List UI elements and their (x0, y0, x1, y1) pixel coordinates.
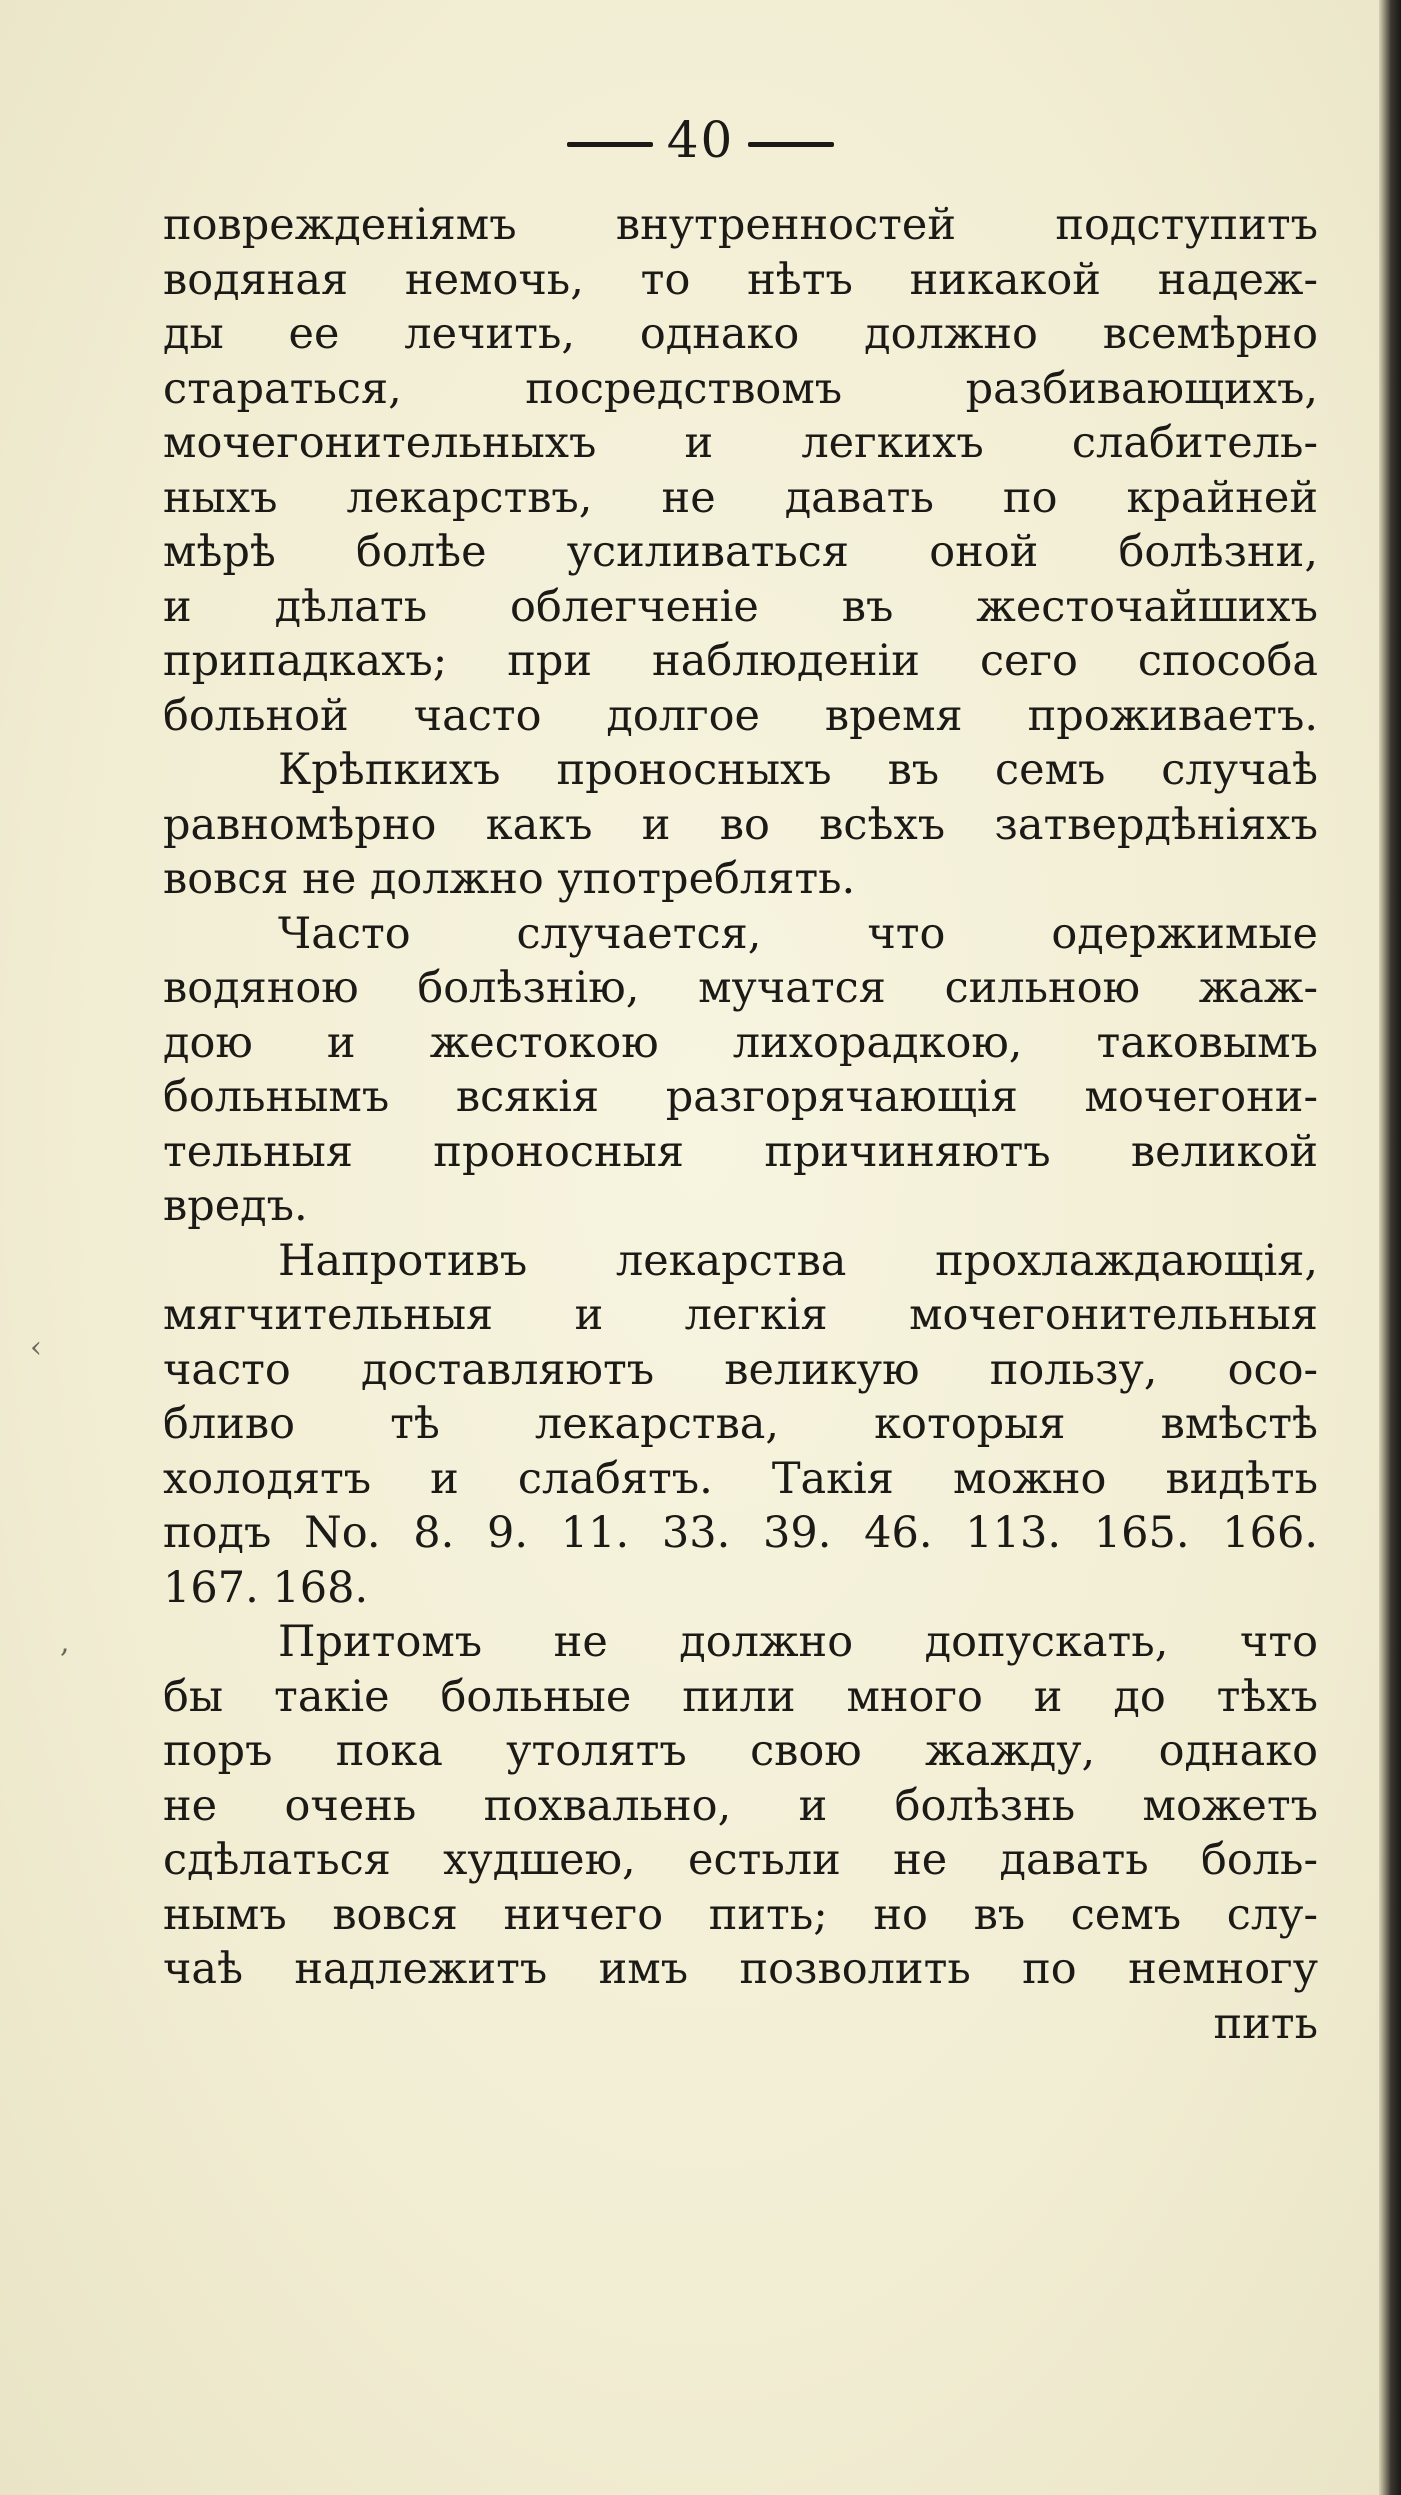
margin-mark: ‹ (30, 1330, 42, 1365)
text-line: тельныя проносныя причиняютъ великой (163, 1126, 1318, 1177)
text-line: припадкахъ; при наблюденiи сего способа (163, 636, 1318, 686)
text-line: бливо тѣ лекарства, которыя вмѣстѣ (163, 1399, 1318, 1449)
margin-mark: , (60, 1625, 70, 1660)
text-line: равномѣрно какъ и во всѣхъ затвердѣнiяхъ (163, 799, 1318, 850)
text-line: ныхъ лекарствъ, не давать по крайней (163, 472, 1318, 523)
text-line: дою и жестокою лихорадкою, таковымъ (163, 1017, 1318, 1068)
text-line: холодятъ и слабятъ. Такiя можно видѣть (163, 1453, 1318, 1504)
text-line: ды ее лечить, однако должно всемѣрно (163, 309, 1318, 359)
text-line: Крѣпкихъ проносныхъ въ семъ случаѣ (278, 745, 1318, 795)
text-line: Напротивъ лекарства прохлаждающiя, (278, 1235, 1318, 1286)
text-line: мочегонительныхъ и легкихъ слабитель- (163, 418, 1318, 468)
text-line: нымъ вовся ничего пить; но въ семъ слу- (163, 1889, 1318, 1940)
text-line: мѣрѣ болѣе усиливаться оной болѣзни, (163, 527, 1318, 577)
text-line: вредъ. (163, 1181, 308, 1231)
text-line: больной часто долгое время проживаетъ. (163, 690, 1318, 741)
text-line: стараться, посредствомъ разбивающихъ, (163, 363, 1318, 414)
text-line: бы такiе больные пили много и до тѣхъ (163, 1671, 1318, 1722)
text-line: поръ пока утолятъ свою жажду, однако (163, 1726, 1318, 1776)
text-line: вовся не должно употреблять. (163, 854, 856, 904)
text-line: водяною болѣзнiю, мучатся сильною жаж- (163, 963, 1318, 1013)
page-header (0, 105, 1401, 175)
text-line: не очень похвально, и болѣзнь можетъ (163, 1780, 1318, 1831)
text-line: 167. 168. (163, 1562, 369, 1613)
header-dash-left (567, 142, 653, 147)
text-line: подъ No. 8. 9. 11. 33. 39. 46. 113. 165. 166. (163, 1508, 1318, 1558)
text-line: поврежденiямъ внутренностей подступитъ (163, 200, 1318, 250)
text-line: Часто случается, что одержимые (278, 908, 1318, 959)
header-dash-right (748, 142, 834, 147)
text-line: пить (1213, 1998, 1318, 2049)
text-line: водяная немочь, то нѣтъ никакой надеж- (163, 254, 1318, 305)
text-line: чаѣ надлежитъ имъ позволить по немногу (163, 1944, 1318, 1994)
text-line: мягчительныя и легкiя мочегонительныя (163, 1290, 1318, 1340)
text-line: сдѣлаться худшею, естьли не давать боль- (163, 1835, 1318, 1885)
text-line: часто доставляютъ великую пользу, осо- (163, 1344, 1318, 1395)
page-number: 40 (666, 111, 735, 169)
text-line: Притомъ не должно допускать, что (278, 1617, 1318, 1667)
body-text (163, 198, 1318, 2051)
text-line: и дѣлать облегченiе въ жесточайшихъ (163, 581, 1318, 632)
page-edge-shadow (1379, 0, 1401, 2495)
text-line: больнымъ всякiя разгорячающiя мочегони- (163, 1072, 1318, 1122)
